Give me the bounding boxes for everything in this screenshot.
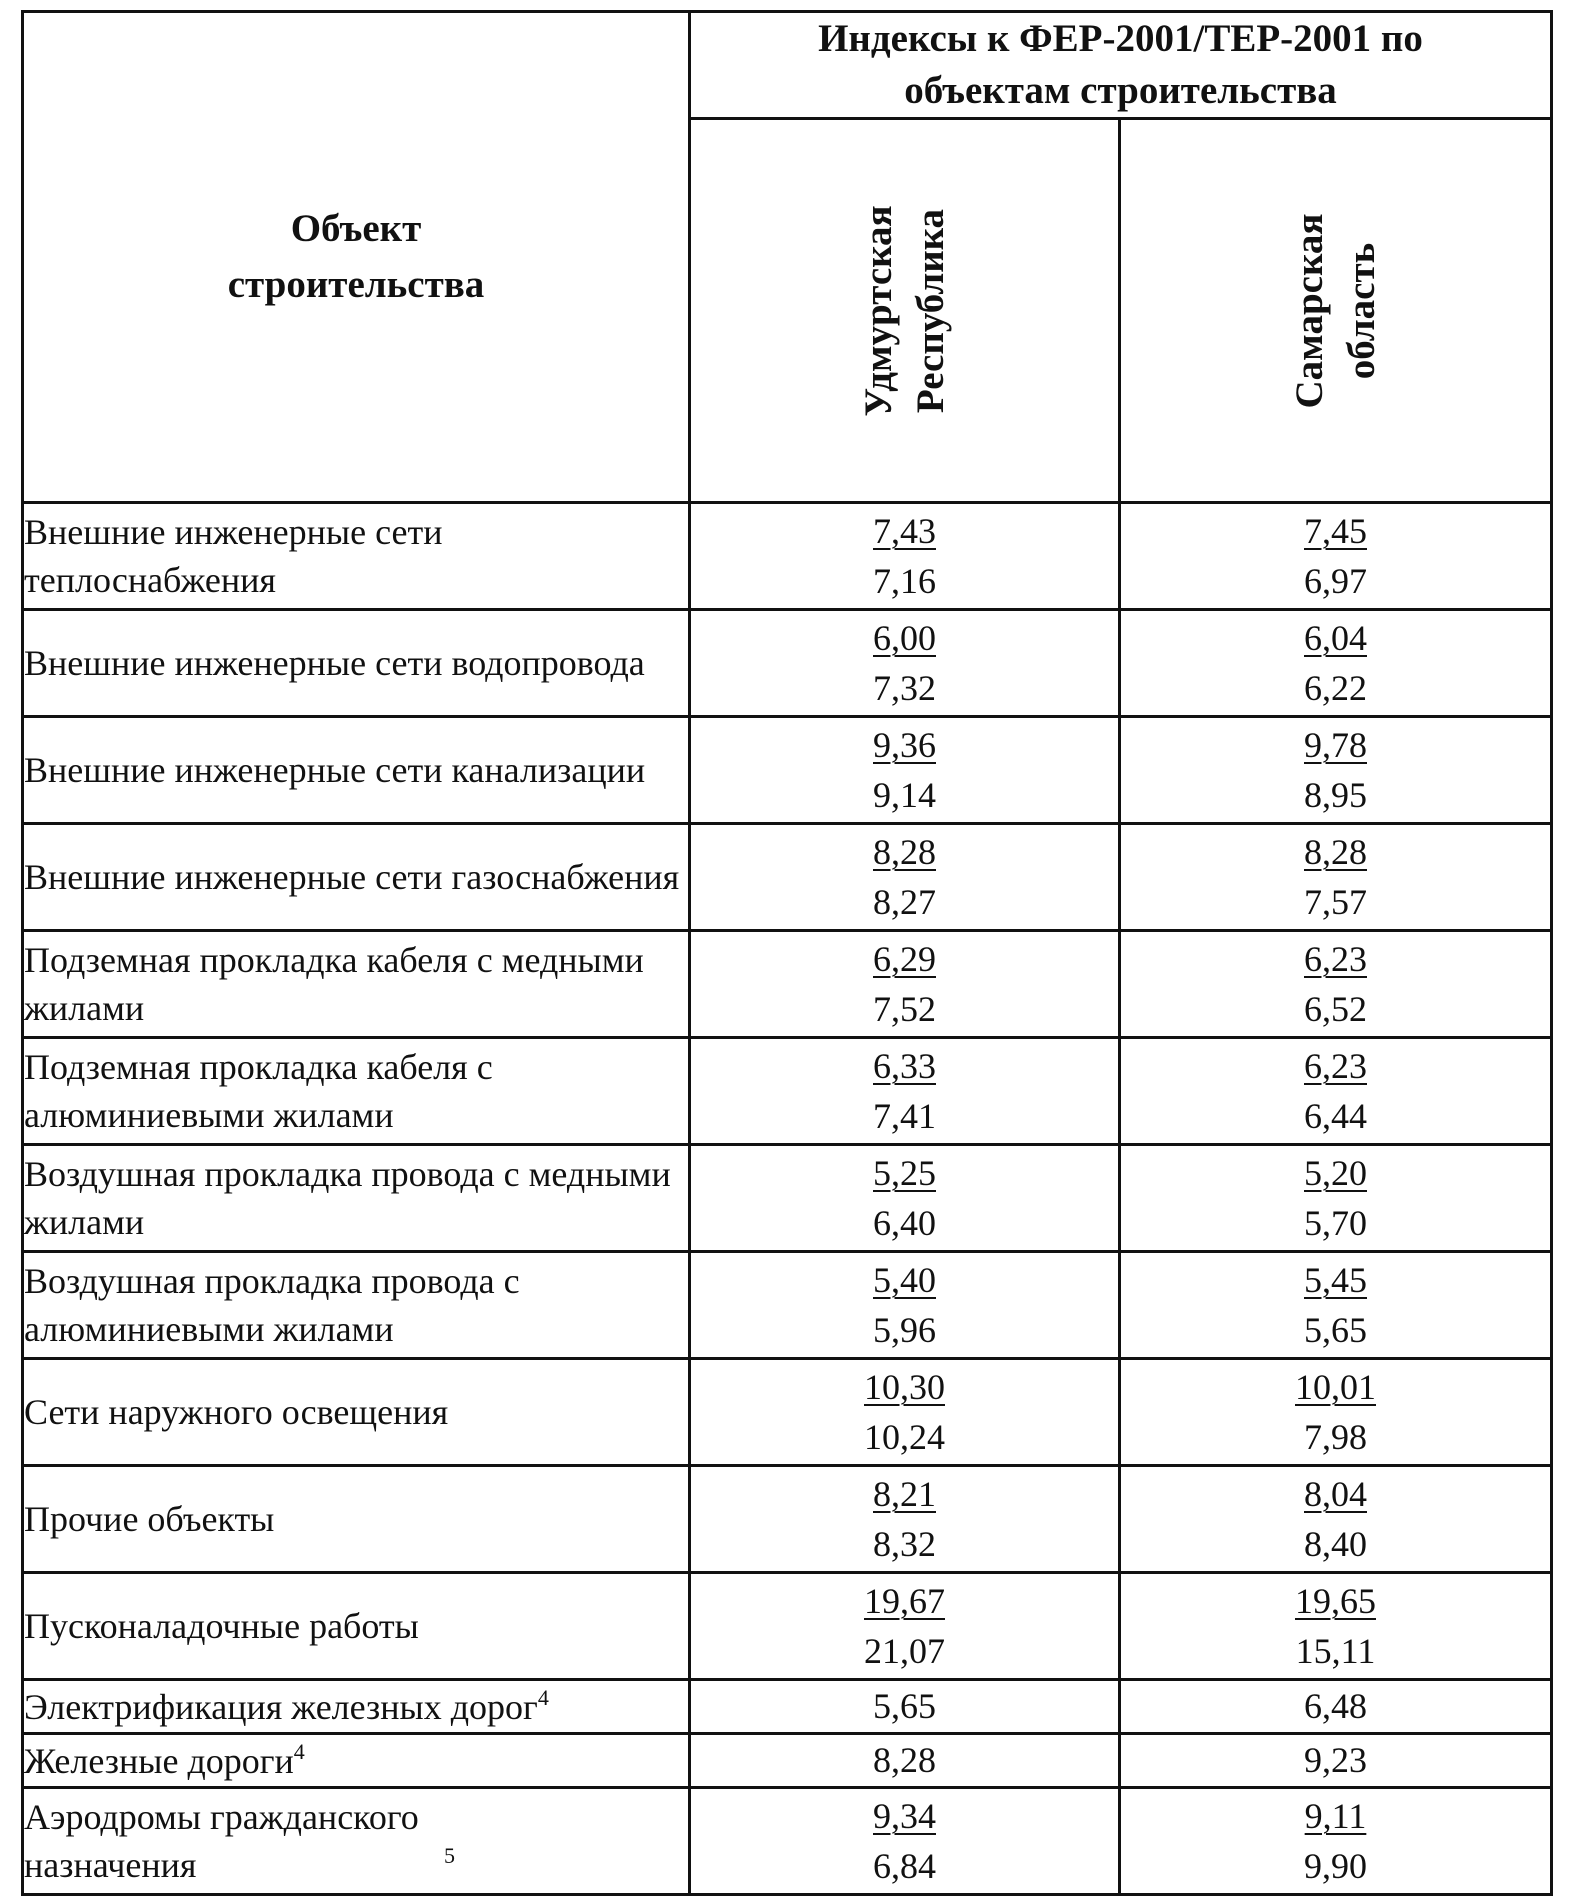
index-value-top: 8,04 — [1304, 1474, 1367, 1514]
samara-column-header — [1120, 119, 1552, 503]
udmurt-value-cell — [690, 1788, 1120, 1895]
object-name-cell — [23, 1466, 690, 1573]
udmurt-value-cell — [690, 1734, 1120, 1788]
udmurt-value-cell — [690, 1038, 1120, 1145]
udmurt-column-header — [690, 119, 1120, 503]
udmurt-value-cell — [690, 1359, 1120, 1466]
index-value-top: 10,30 — [864, 1367, 945, 1407]
table-row — [23, 824, 1552, 931]
index-value-top: 6,00 — [873, 618, 936, 658]
udmurt-value-cell — [690, 1680, 1120, 1734]
indexes-header — [690, 12, 1552, 119]
object-name: Внешние инженерные сети водопровода — [24, 643, 645, 683]
index-value-top: 6,23 — [1304, 939, 1367, 979]
index-value-bottom: 6,44 — [1304, 1096, 1367, 1136]
index-value-bottom: 7,16 — [873, 561, 936, 601]
index-value: 6,48 — [1304, 1686, 1367, 1726]
samara-value-cell — [1120, 824, 1552, 931]
table-row — [23, 1252, 1552, 1359]
samara-value-cell — [1120, 1680, 1552, 1734]
udmurt-value-cell — [690, 824, 1120, 931]
index-value-top: 5,20 — [1304, 1153, 1367, 1193]
index-value-bottom: 6,40 — [873, 1203, 936, 1243]
footnote-mark: 4 — [293, 1738, 305, 1764]
index-value-top: 5,25 — [873, 1153, 936, 1193]
table-body — [23, 503, 1552, 1895]
index-value-top: 9,34 — [873, 1796, 936, 1836]
object-name: Внешние инженерные сети газоснабжения — [24, 857, 680, 897]
index-value-top: 19,65 — [1295, 1581, 1376, 1621]
index-value-bottom: 6,22 — [1304, 668, 1367, 708]
udmurt-value-cell — [690, 503, 1120, 610]
table-row — [23, 1573, 1552, 1680]
udmurt-value-cell — [690, 1466, 1120, 1573]
samara-value-cell — [1120, 1466, 1552, 1573]
index-value-bottom: 6,52 — [1304, 989, 1367, 1029]
table-row — [23, 1359, 1552, 1466]
index-value-bottom: 5,96 — [873, 1310, 936, 1350]
table-row — [23, 1038, 1552, 1145]
indexes-header-label: Индексы к ФЕР-2001/ТЕР-2001 по объектам строительства — [818, 17, 1423, 112]
table-row — [23, 1145, 1552, 1252]
table-row — [23, 1788, 1552, 1895]
index-value-bottom: 8,32 — [873, 1524, 936, 1564]
object-name: Электрификация железных дорог — [24, 1686, 538, 1727]
object-name: Внешние инженерные сети теплоснабжения — [24, 512, 443, 600]
object-name-cell — [23, 717, 690, 824]
index-value: 8,28 — [873, 1740, 936, 1780]
object-header — [23, 12, 690, 503]
udmurt-value-cell — [690, 1573, 1120, 1680]
object-name-cell — [23, 1573, 690, 1680]
index-value-top: 9,36 — [873, 725, 936, 765]
index-value-top: 7,43 — [873, 511, 936, 551]
index-value-bottom: 8,27 — [873, 882, 936, 922]
object-name-cell — [23, 1359, 690, 1466]
samara-value-cell — [1120, 717, 1552, 824]
samara-value-cell — [1120, 1038, 1552, 1145]
index-value-bottom: 8,95 — [1304, 775, 1367, 815]
object-name: Железные дороги — [24, 1740, 294, 1781]
samara-value-cell — [1120, 1734, 1552, 1788]
object-name-cell — [23, 1145, 690, 1252]
index-value-bottom: 6,84 — [873, 1846, 936, 1886]
object-name: Пусконаладочные работы — [24, 1606, 419, 1646]
object-name-cell — [23, 1680, 690, 1734]
samara-value-cell — [1120, 931, 1552, 1038]
index-value-bottom: 7,98 — [1304, 1417, 1367, 1457]
index-value-bottom: 9,14 — [873, 775, 936, 815]
samara-value-cell — [1120, 503, 1552, 610]
object-name-cell — [23, 931, 690, 1038]
samara-value-cell — [1120, 610, 1552, 717]
samara-value-cell — [1120, 1252, 1552, 1359]
udmurt-column-label: Удмуртская Республика — [856, 204, 952, 417]
udmurt-value-cell — [690, 1252, 1120, 1359]
object-name-cell — [23, 610, 690, 717]
index-value-top: 19,67 — [864, 1581, 945, 1621]
index-value-bottom: 7,57 — [1304, 882, 1367, 922]
index-value-bottom: 5,65 — [1304, 1310, 1367, 1350]
index-value-top: 5,45 — [1304, 1260, 1367, 1300]
table-row — [23, 503, 1552, 610]
object-name: Воздушная прокладка провода с алюминиевыми жилами — [24, 1261, 520, 1349]
index-value-top: 10,01 — [1295, 1367, 1376, 1407]
table-row — [23, 610, 1552, 717]
index-value-bottom: 7,52 — [873, 989, 936, 1029]
samara-value-cell — [1120, 1573, 1552, 1680]
samara-value-cell — [1120, 1788, 1552, 1895]
object-name-cell — [23, 1038, 690, 1145]
index-value-top: 8,21 — [873, 1474, 936, 1514]
index-table — [21, 10, 1553, 1896]
index-value-bottom: 5,70 — [1304, 1203, 1367, 1243]
udmurt-value-cell — [690, 931, 1120, 1038]
index-value-top: 8,28 — [1304, 832, 1367, 872]
object-name-cell — [23, 1788, 690, 1895]
index-value-top: 7,45 — [1304, 511, 1367, 551]
index-value-bottom: 7,41 — [873, 1096, 936, 1136]
index-value-top: 6,29 — [873, 939, 936, 979]
object-name: Прочие объекты — [24, 1499, 275, 1539]
table-row — [23, 1466, 1552, 1573]
object-name-cell — [23, 503, 690, 610]
index-value-top: 9,11 — [1304, 1796, 1367, 1836]
index-value-top: 5,40 — [873, 1260, 936, 1300]
udmurt-value-cell — [690, 1145, 1120, 1252]
index-value-top: 8,28 — [873, 832, 936, 872]
footnote-mark: 5 — [444, 1843, 455, 1868]
index-value-bottom: 8,40 — [1304, 1524, 1367, 1564]
object-name: Воздушная прокладка провода с медными жилами — [24, 1154, 671, 1242]
index-value: 5,65 — [873, 1686, 936, 1726]
samara-value-cell — [1120, 1145, 1552, 1252]
footnote-mark: 4 — [537, 1684, 549, 1710]
object-name: Подземная прокладка кабеля с медными жилами — [24, 940, 644, 1028]
udmurt-value-cell — [690, 717, 1120, 824]
object-header-label: Объект строительства — [227, 207, 485, 306]
index-value-bottom: 10,24 — [864, 1417, 945, 1457]
index-value: 9,23 — [1304, 1740, 1367, 1780]
index-value-bottom: 9,90 — [1304, 1846, 1367, 1886]
index-value-bottom: 15,11 — [1295, 1631, 1376, 1671]
samara-value-cell — [1120, 1359, 1552, 1466]
index-value-top: 6,04 — [1304, 618, 1367, 658]
index-value-top: 6,23 — [1304, 1046, 1367, 1086]
object-name-cell — [23, 1734, 690, 1788]
table-row — [23, 1734, 1552, 1788]
object-name: Аэродромы гражданского назначения — [24, 1797, 419, 1885]
object-name-cell — [23, 824, 690, 931]
index-value-bottom: 7,32 — [873, 668, 936, 708]
table-row — [23, 717, 1552, 824]
index-value-bottom: 6,97 — [1304, 561, 1367, 601]
index-value-top: 9,78 — [1304, 725, 1367, 765]
object-name: Сети наружного освещения — [24, 1392, 449, 1432]
table-row — [23, 931, 1552, 1038]
samara-column-label: Самарская область — [1287, 213, 1383, 408]
index-value-bottom: 21,07 — [864, 1631, 945, 1671]
index-value-top: 6,33 — [873, 1046, 936, 1086]
udmurt-value-cell — [690, 610, 1120, 717]
table-row — [23, 1680, 1552, 1734]
object-name: Подземная прокладка кабеля с алюминиевыми жилами — [24, 1047, 493, 1135]
object-name: Внешние инженерные сети канализации — [24, 750, 646, 790]
object-name-cell — [23, 1252, 690, 1359]
